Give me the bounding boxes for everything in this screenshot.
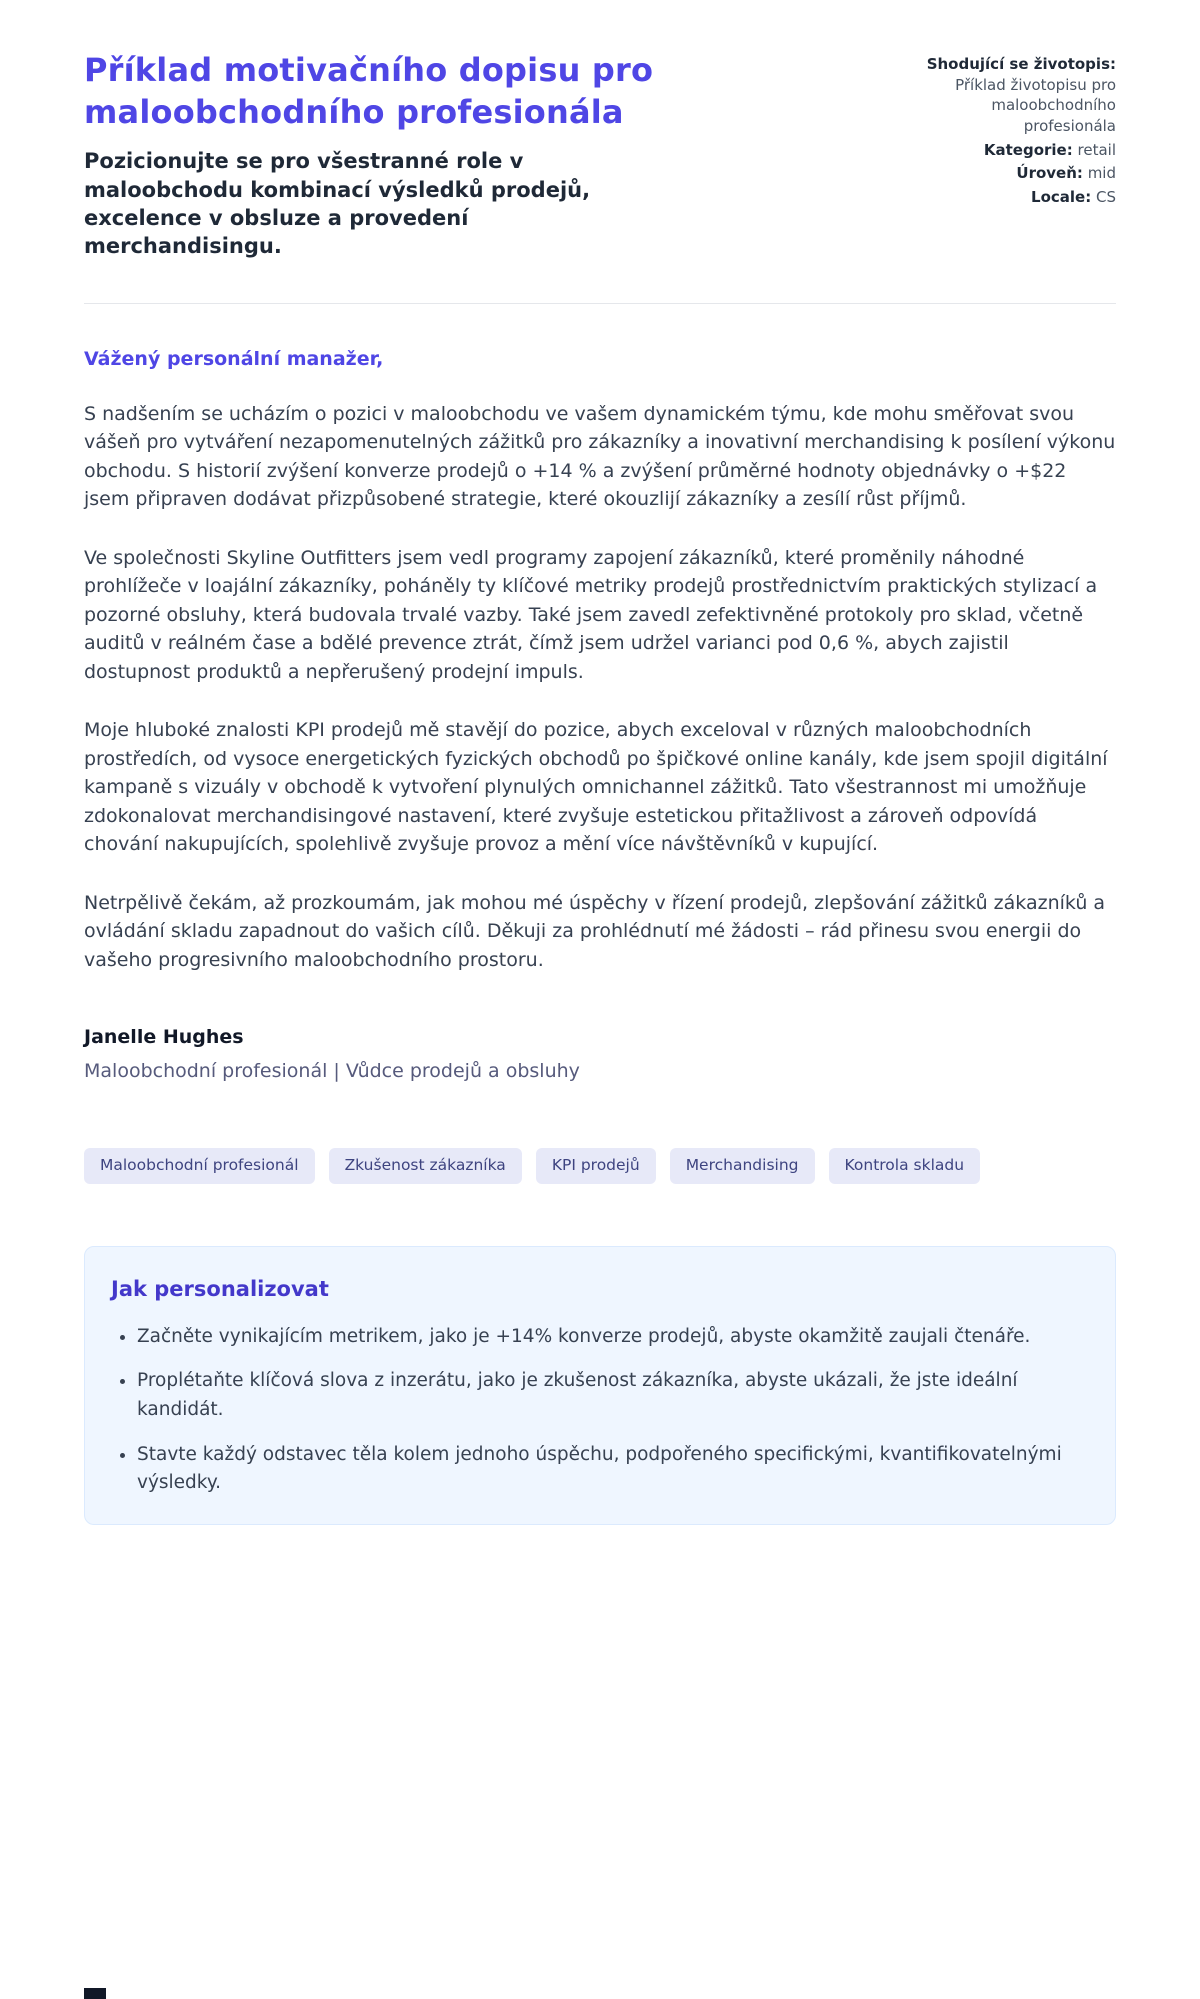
tag-list <box>84 1148 1116 1184</box>
meta-level-value: mid <box>1087 164 1116 183</box>
meta-matching-resume-value: Příklad životopisu pro maloobchodního profesionála <box>955 75 1116 136</box>
tag-merchandising[interactable]: Merchandising <box>670 1148 815 1184</box>
content-area <box>84 0 1116 1525</box>
meta-locale-value: CS <box>1096 188 1116 207</box>
letter-paragraph-1: S nadšením se ucházím o pozici v maloobchodu ve vašem dynamickém týmu, kde mohu směřovat svou vášeň pro vytváření nezapomenutelných zážitků pro zákazníky a inovativní merchandising k posílení výkonu obchodu. S historií zvýšení konverze prodejů o +14 % a zvýšení průměrné hodnoty objednávky o +$22 jsem připraven dodávat přizpůsobené strategie, které okouzlijí zákazníky a zesílí růst příjmů. <box>84 402 1116 511</box>
meta-matching-resume-label: Shodující se životopis: <box>926 55 1116 73</box>
tag-sales-kpi[interactable]: KPI prodejů <box>536 1148 656 1184</box>
tag-retail-professional[interactable]: Maloobchodní profesionál <box>84 1148 315 1184</box>
meta-locale-label: Locale: <box>1031 188 1092 207</box>
letter-paragraph-2: Ve společnosti Skyline Outfitters jsem vedl programy zapojení zákazníků, které proměnily náhodné prohlížeče v loajální zákazníky, poháněly ty klíčové metriky prodejů prostřednictvím praktických stylizací a pozorné obsluhy, která budovala trvalé vazby. Také jsem zavedl zefektivněné protokoly pro sklad, včetně auditů v reálném čase a bdělé prevence ztrát, čímž jsem udržel varianci pod 0,6 %, abych zajistil dostupnost produktů a nepřerušený prodejní impuls. <box>84 546 1098 683</box>
signature-title: Maloobchodní profesionál | Vůdce prodejů a obsluhy <box>84 1060 580 1083</box>
header-left <box>84 50 724 261</box>
personalize-item-3: • Stavte každý odstavec těla kolem jednoho úspěchu, podpořeného specifickými, kvantifikovatelnými výsledky. <box>137 1441 1067 1498</box>
letter-greeting: Vážený personální manažer, <box>84 347 384 370</box>
meta-locale <box>916 187 1116 208</box>
letter-paragraph-3: Moje hluboké znalosti KPI prodejů mě stavějí do pozice, abych exceloval v různých maloobchodních prostředích, od vysoce energetických fyzických obchodů po špičkové online kanály, kde jsem spojil digitální kampaně s vizuály v obchodě k vytvoření plynulých omnichannel zážitků. Tato všestrannost mi umožňuje zdokonalovat merchandisingové nastavení, které zvyšuje estetickou přitažlivost a zároveň odpovídá chování nakupujících, spolehlivě zvyšuje provoz a mění více návštěvníků v kupující. <box>84 719 1108 856</box>
meta-level-label: Úroveň: <box>1016 164 1083 183</box>
personalize-heading: Jak personalizovat <box>111 1276 329 1301</box>
personalize-item-2: • Proplétaňte klíčová slova z inzerátu, jako je zkušenost zákazníka, abyste ukázali, že jste ideální kandidát. <box>137 1367 1067 1424</box>
signature-name: Janelle Hughes <box>84 1026 244 1049</box>
letter-paragraph-4: Netrpělivě čekám, až prozkoumám, jak mohou mé úspěchy v řízení prodejů, zlepšování zážitků zákazníků a ovládání skladu zapadnout do vašich cílů. Děkuji za prohlédnutí mé žádosti – rád přinesu svou energii do vašeho progresivního maloobchodního prostoru. <box>84 891 1106 971</box>
meta-category-value: retail <box>1077 140 1116 159</box>
header-meta <box>916 50 1116 211</box>
signature-block <box>84 1026 1116 1082</box>
page-subtitle: Pozicionujte se pro všestranné role v maloobchodu kombinací výsledků prodejů, excelence v obsluze a provedení merchandisingu. <box>84 149 591 259</box>
header <box>84 50 1116 261</box>
personalize-item-1: • Začněte vynikajícím metrikem, jako je +14% konverze prodejů, abyste okamžitě zaujali čtenáře. <box>137 1323 1067 1352</box>
personalize-list <box>111 1323 1089 1498</box>
letter-body <box>84 304 1116 1083</box>
meta-matching-resume <box>916 54 1116 137</box>
tag-inventory-control[interactable]: Kontrola skladu <box>829 1148 981 1184</box>
meta-level <box>916 163 1116 184</box>
meta-category <box>916 140 1116 161</box>
page-title: Příklad motivačního dopisu pro maloobchodního profesionála <box>84 51 654 131</box>
personalize-box <box>84 1246 1116 1525</box>
tag-customer-experience[interactable]: Zkušenost zákazníka <box>329 1148 522 1184</box>
meta-category-label: Kategorie: <box>983 140 1073 159</box>
cropped-footer-mark <box>84 1988 106 1999</box>
